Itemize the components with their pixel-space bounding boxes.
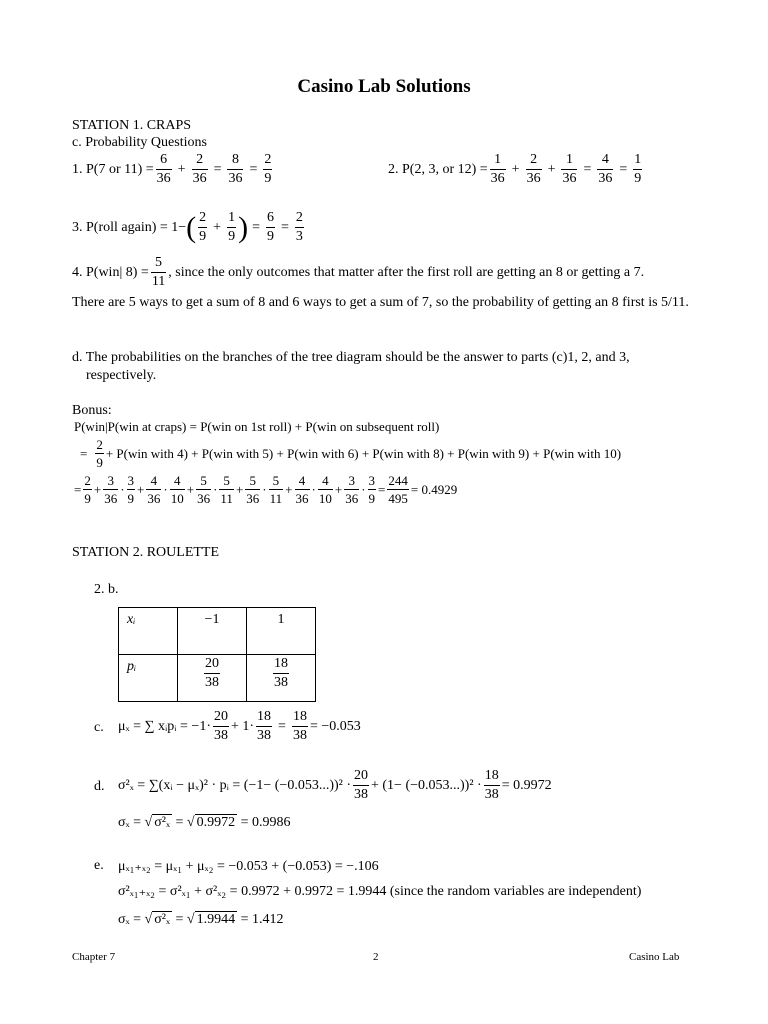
footer-right: Casino Lab [629,951,680,963]
table-cell: $\frac{20}{38}$ [178,655,247,702]
probability-questions-heading: c. Probability Questions [72,135,207,150]
station1-heading: STATION 1. CRAPS [72,118,192,133]
station2-heading: STATION 2. ROULETTE [72,545,220,560]
footer-left: Chapter 7 [72,951,116,963]
page-title: Casino Lab Solutions [297,76,471,97]
part-d-label: d. [94,779,105,794]
table-header-x: xᵢ [119,608,178,655]
bonus-line-3: = $\frac{2}{9}$ + $\frac{3}{36}$ · $\frac{3}{9}$ + $\frac{4}{36}$ · $\frac{4}{10}$ + $\frac{5}{36}$ · $\frac{5}{11}$ + $\frac{5}{36}$ · $\frac{5}{11}$ + $\frac{4}{36}$ · $\frac{4}{10}$ + $\frac{3}{36}$ · $\frac{3}{9}$ = $\frac{244}{495}$ = 0.4929 [74,473,458,506]
part-e-line-2: σ²ₓ₁₊ₓ₂ = σ²ₓ₁ + σ²ₓ₂ = 0.9972 + 0.9972 = 1.9944 (since the random variables are independent) [118,884,642,899]
part-d-sigma: σₓ = √ σ²ₓ = √ 0.9972 = 0.9986 [118,815,291,830]
part-2b-label: 2. b. [94,582,119,597]
part-d-expression: σ²ₓ = ∑(xᵢ − μₓ)² · pᵢ = (−1− (−0.053...))² · $\frac{20}{38}$ + (1− (−0.053...))² · $\frac{18}{38}$ = 0.9972 [118,768,552,802]
probability-table [118,607,316,702]
question-4: 4. P(win| 8) = $\frac{5}{11}$ , since the only outcomes that matter after the first roll are getting an 8 or getting a 7. [72,255,645,289]
table-header-p: pᵢ [119,655,178,702]
bonus-label: Bonus: [72,403,112,418]
bonus-line-2: = $\frac{2}{9}$ + P(win with 4) + P(win with 5) + P(win with 6) + P(win with 8) + P(win with 9) + P(win with 10) [80,437,622,470]
footer-page-number: 2 [373,951,379,963]
question-2: 2. P(2, 3, or 12) = $\frac{1}{36}$ + $\frac{2}{36}$ + $\frac{1}{36}$ = $\frac{4}{36}$ = $\frac{1}{9}$ [388,152,642,186]
part-c-expression: μₓ = ∑ xᵢpᵢ = −1· $\frac{20}{38}$ + 1· $\frac{18}{38}$ = $\frac{18}{38}$ = −0.053 [118,709,361,743]
part-c-label: c. [94,720,104,735]
part-d-text: d. The probabilities on the branches of the tree diagram should be the answer to parts (c)1, 2, and 3, respectively. [72,350,630,383]
question-1: 1. P(7 or 11) = $\frac{6}{36}$ + $\frac{2}{36}$ = $\frac{8}{36}$ = $\frac{2}{9}$ [72,152,272,186]
table-cell: 1 [247,608,316,655]
table-cell: −1 [178,608,247,655]
part-e-line-3: σₓ = √ σ²ₓ = √ 1.9944 = 1.412 [118,912,284,927]
bonus-line-1: P(win|P(win at craps) = P(win on 1st roll) + P(win on subsequent roll) [74,419,440,434]
question-3: 3. P(roll again) = 1− ( $\frac{2}{9}$ + $\frac{1}{9}$ ) = $\frac{6}{9}$ = $\frac{2}{3}$ [72,210,303,244]
explanation-paragraph: There are 5 ways to get a sum of 8 and 6 ways to get a sum of 7, so the probability of getting an 8 first is 5/11. [72,295,689,310]
part-e-line-1: μₓ₁₊ₓ₂ = μₓ₁ + μₓ₂ = −0.053 + (−0.053) = −.106 [118,859,379,874]
table-cell: $\frac{18}{38}$ [247,655,316,702]
part-e-label: e. [94,858,104,873]
